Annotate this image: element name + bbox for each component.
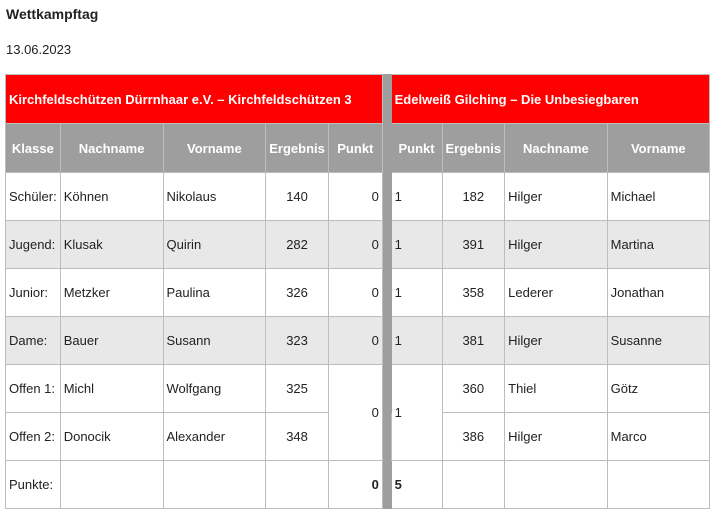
- cell-away-ergebnis: 381: [442, 317, 505, 365]
- cell-home-nachname: Klusak: [60, 221, 163, 269]
- header-home-nachname: Nachname: [60, 124, 163, 173]
- cell-away-nachname: Thiel: [505, 365, 608, 413]
- cell-home-nachname: Michl: [60, 365, 163, 413]
- table-row: [6, 317, 710, 365]
- cell-away-ergebnis: 391: [442, 221, 505, 269]
- column-separator: [382, 365, 391, 413]
- page-title: Wettkampftag: [6, 6, 99, 22]
- cell-home-punkt: 0: [328, 317, 382, 365]
- cell-home-ergebnis: 323: [266, 317, 329, 365]
- cell-away-nachname: Hilger: [505, 173, 608, 221]
- cell-home-vorname: Susann: [163, 317, 266, 365]
- away-team-name: Edelweiß Gilching – Die Unbesiegbaren: [391, 75, 709, 124]
- match-table: [5, 74, 710, 509]
- cell-klasse: Offen 1:: [6, 365, 61, 413]
- cell-away-vorname: Götz: [607, 365, 709, 413]
- cell-away-vorname: Martina: [607, 221, 709, 269]
- empty-cell: [163, 461, 266, 509]
- header-home-punkt: Punkt: [328, 124, 382, 173]
- header-klasse: Klasse: [6, 124, 61, 173]
- table-row: [6, 221, 710, 269]
- cell-home-vorname: Wolfgang: [163, 365, 266, 413]
- team-header-row: [6, 75, 710, 124]
- totals-row: [6, 461, 710, 509]
- cell-away-punkt: 1: [391, 221, 442, 269]
- cell-home-punkt: 0: [328, 173, 382, 221]
- column-separator: [382, 269, 391, 317]
- table-row: [6, 269, 710, 317]
- home-team-name: Kirchfeldschützen Dürrnhaar e.V. – Kirchfeldschützen 3: [6, 75, 383, 124]
- away-total-points: 5: [391, 461, 442, 509]
- cell-home-vorname: Alexander: [163, 413, 266, 461]
- cell-home-nachname: Donocik: [60, 413, 163, 461]
- column-header-row: [6, 124, 710, 173]
- empty-cell: [505, 461, 608, 509]
- match-date: 13.06.2023: [6, 42, 72, 57]
- column-separator: [382, 75, 391, 124]
- cell-away-vorname: Jonathan: [607, 269, 709, 317]
- empty-cell: [607, 461, 709, 509]
- cell-away-ergebnis: 360: [442, 365, 505, 413]
- header-away-ergebnis: Ergebnis: [442, 124, 505, 173]
- cell-away-punkt: 1: [391, 317, 442, 365]
- cell-klasse: Schüler:: [6, 173, 61, 221]
- table-row: [6, 173, 710, 221]
- cell-away-punkt: 1: [391, 269, 442, 317]
- cell-home-ergebnis: 326: [266, 269, 329, 317]
- header-home-ergebnis: Ergebnis: [266, 124, 329, 173]
- cell-home-nachname: Bauer: [60, 317, 163, 365]
- cell-home-punkt-offen: 0: [328, 365, 382, 461]
- cell-away-vorname: Susanne: [607, 317, 709, 365]
- cell-away-punkt: 1: [391, 173, 442, 221]
- cell-away-ergebnis: 358: [442, 269, 505, 317]
- cell-away-ergebnis: 386: [442, 413, 505, 461]
- cell-klasse: Jugend:: [6, 221, 61, 269]
- cell-away-vorname: Michael: [607, 173, 709, 221]
- cell-home-nachname: Metzker: [60, 269, 163, 317]
- column-separator: [382, 461, 391, 509]
- cell-home-punkt: 0: [328, 221, 382, 269]
- empty-cell: [60, 461, 163, 509]
- cell-away-ergebnis: 182: [442, 173, 505, 221]
- home-total-points: 0: [328, 461, 382, 509]
- cell-home-vorname: Nikolaus: [163, 173, 266, 221]
- cell-home-ergebnis: 140: [266, 173, 329, 221]
- cell-klasse: Dame:: [6, 317, 61, 365]
- cell-home-ergebnis: 325: [266, 365, 329, 413]
- totals-label: Punkte:: [6, 461, 61, 509]
- cell-home-ergebnis: 348: [266, 413, 329, 461]
- table-row: [6, 365, 710, 413]
- cell-away-nachname: Lederer: [505, 269, 608, 317]
- empty-cell: [266, 461, 329, 509]
- header-away-nachname: Nachname: [505, 124, 608, 173]
- column-separator: [382, 173, 391, 221]
- cell-home-nachname: Köhnen: [60, 173, 163, 221]
- cell-away-nachname: Hilger: [505, 317, 608, 365]
- cell-klasse: Offen 2:: [6, 413, 61, 461]
- header-away-punkt: Punkt: [391, 124, 442, 173]
- cell-away-punkt-offen: 1: [391, 365, 442, 461]
- column-separator: [382, 317, 391, 365]
- cell-away-nachname: Hilger: [505, 221, 608, 269]
- cell-home-vorname: Paulina: [163, 269, 266, 317]
- empty-cell: [442, 461, 505, 509]
- header-home-vorname: Vorname: [163, 124, 266, 173]
- header-away-vorname: Vorname: [607, 124, 709, 173]
- cell-home-ergebnis: 282: [266, 221, 329, 269]
- column-separator: [382, 124, 391, 173]
- cell-away-nachname: Hilger: [505, 413, 608, 461]
- column-separator: [382, 413, 391, 461]
- cell-home-punkt: 0: [328, 269, 382, 317]
- cell-klasse: Junior:: [6, 269, 61, 317]
- cell-home-vorname: Quirin: [163, 221, 266, 269]
- column-separator: [382, 221, 391, 269]
- cell-away-vorname: Marco: [607, 413, 709, 461]
